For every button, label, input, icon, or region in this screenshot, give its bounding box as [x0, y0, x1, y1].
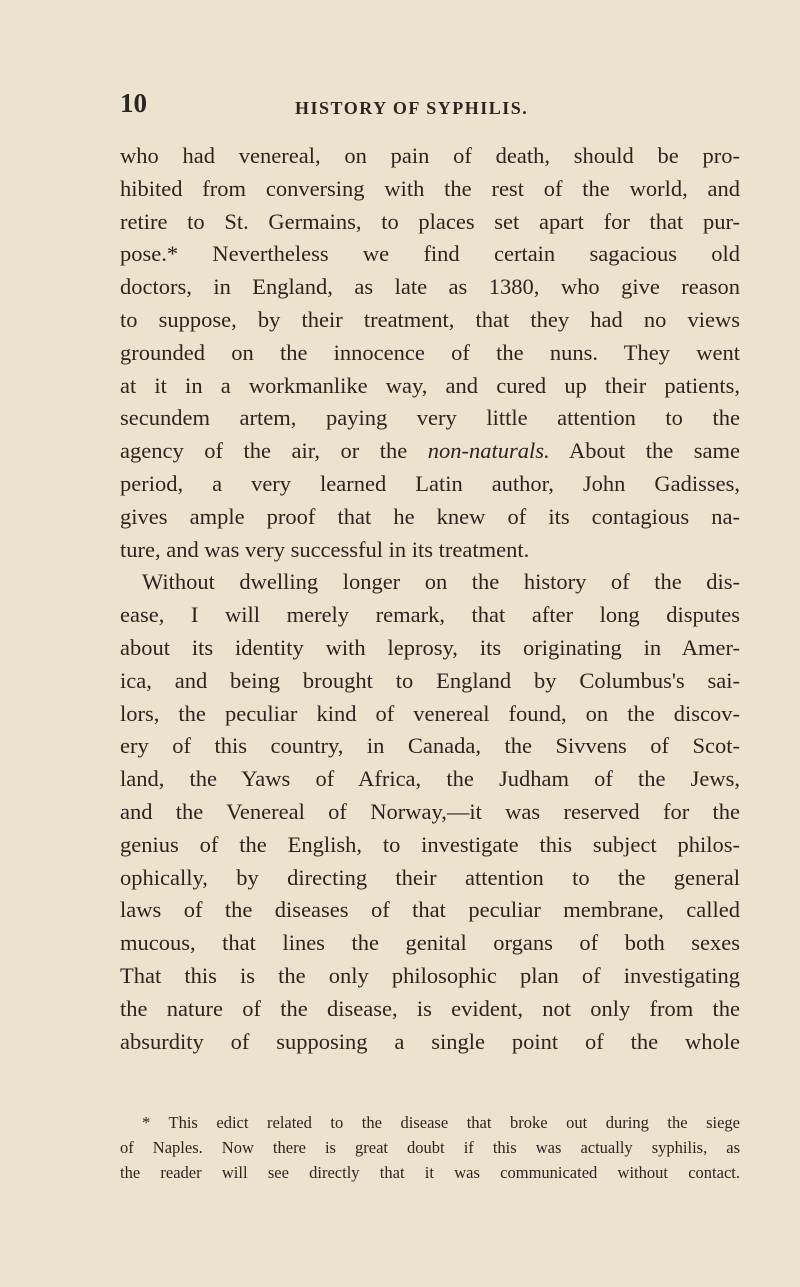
- paragraph-start-line: Without dwelling longer on the history of the dis-: [142, 569, 740, 595]
- text-segment: About the same: [549, 438, 740, 464]
- text-line: grounded on the innocence of the nuns. They went: [120, 339, 740, 365]
- text-line: about its identity with leprosy, its originating in Amer-: [120, 634, 740, 660]
- paragraph-end-line: ture, and was very successful in its treatment.: [120, 536, 530, 562]
- text-line: to suppose, by their treatment, that they had no views: [120, 306, 740, 332]
- text-line: mucous, that lines the genital organs of both sexes: [120, 930, 740, 956]
- text-line: ica, and being brought to England by Columbus's sai-: [120, 667, 740, 693]
- text-line: ophically, by directing their attention to the general: [120, 864, 740, 890]
- text-line: lors, the peculiar kind of venereal found, on the discov-: [120, 700, 740, 726]
- page-header: [120, 88, 740, 128]
- page-number: 10: [120, 88, 147, 118]
- footnote-line: * This edict related to the disease that broke out during the siege: [142, 1113, 740, 1132]
- text-line: ery of this country, in Canada, the Sivvens of Scot-: [120, 733, 740, 759]
- text-line: gives ample proof that he knew of its contagious na-: [120, 503, 740, 529]
- text-line: hibited from conversing with the rest of the world, and: [120, 175, 740, 201]
- text-line: land, the Yaws of Africa, the Judham of the Jews,: [120, 766, 740, 792]
- text-line: laws of the diseases of that peculiar membrane, called: [120, 897, 740, 923]
- text-line: retire to St. Germains, to places set apart for that pur-: [120, 208, 740, 234]
- text-line: secundem artem, paying very little attention to the: [120, 405, 740, 431]
- running-title: HISTORY OF SYPHILIS.: [295, 98, 529, 118]
- text-line: pose.* Nevertheless we find certain sagacious old: [120, 241, 740, 267]
- text-line: absurdity of supposing a single point of the whole: [120, 1028, 740, 1054]
- text-line: period, a very learned Latin author, John Gadisses,: [120, 470, 740, 496]
- text-line: genius of the English, to investigate this subject philos-: [120, 831, 740, 857]
- text-line: who had venereal, on pain of death, should be pro-: [120, 143, 740, 168]
- text-line-mixed: [120, 435, 740, 468]
- text-line: That this is the only philosophic plan of investigating: [120, 962, 740, 988]
- text-line: ease, I will merely remark, that after long disputes: [120, 602, 740, 628]
- text-line: the nature of the disease, is evident, not only from the: [120, 995, 740, 1021]
- body-text: [120, 140, 740, 1058]
- italic-term: non-naturals.: [427, 438, 550, 464]
- footnote-line: the reader will see directly that it was communicated without contact.: [120, 1163, 740, 1182]
- footnote-line: of Naples. Now there is great doubt if this was actually syphilis, as: [120, 1138, 740, 1157]
- text-segment: agency of the air, or the: [120, 438, 428, 464]
- text-line: at it in a workmanlike way, and cured up their patients,: [120, 372, 740, 398]
- text-line: and the Venereal of Norway,—it was reserved for the: [120, 798, 740, 824]
- text-line: doctors, in England, as late as 1380, who give reason: [120, 274, 740, 300]
- footnote: [120, 1110, 740, 1185]
